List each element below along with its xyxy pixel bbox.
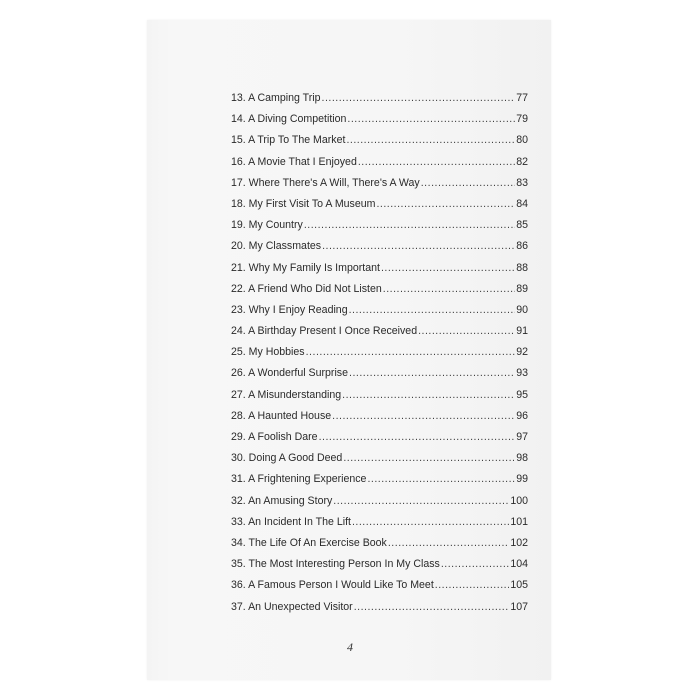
toc-entry xyxy=(231,300,528,321)
toc-entry xyxy=(231,321,528,342)
dot-leader xyxy=(333,491,509,512)
dot-leader xyxy=(381,258,515,279)
toc-entry-title: 24. A Birthday Present I Once Received xyxy=(231,325,418,338)
toc-entry xyxy=(231,173,528,194)
toc-entry-page: 89 xyxy=(516,282,528,295)
toc-entry-title: 37. An Unexpected Visitor xyxy=(231,600,353,613)
toc-entry xyxy=(231,512,528,533)
dot-leader xyxy=(376,194,515,215)
dot-leader xyxy=(418,321,515,342)
toc-entry-page: 100 xyxy=(510,494,528,507)
dot-leader xyxy=(358,152,515,173)
toc-entry xyxy=(231,533,528,554)
toc-entry-title: 14. A Diving Competition xyxy=(231,113,347,126)
toc-entry xyxy=(231,469,528,490)
toc-entry-page: 86 xyxy=(516,240,528,253)
toc-entry-title: 31. A Frightening Experience xyxy=(231,473,367,486)
dot-leader xyxy=(421,173,515,194)
toc-entry-title: 34. The Life Of An Exercise Book xyxy=(231,536,387,549)
dot-leader xyxy=(383,279,515,300)
toc-entry-page: 92 xyxy=(516,346,528,359)
toc-entry xyxy=(231,385,528,406)
toc-entry-title: 36. A Famous Person I Would Like To Meet xyxy=(231,579,434,592)
toc-entry-title: 32. An Amusing Story xyxy=(231,494,333,507)
toc-entry xyxy=(231,427,528,448)
dot-leader xyxy=(388,533,509,554)
toc-entry-title: 30. Doing A Good Deed xyxy=(231,452,343,465)
dot-leader xyxy=(319,427,516,448)
toc-entry xyxy=(231,554,528,575)
toc-entry-page: 90 xyxy=(516,303,528,316)
toc-entry-title: 15. A Trip To The Market xyxy=(231,134,346,147)
toc-entry-page: 95 xyxy=(516,388,528,401)
toc-entry-page: 107 xyxy=(510,600,528,613)
toc-entry-title: 21. Why My Family Is Important xyxy=(231,261,380,274)
dot-leader xyxy=(367,469,515,490)
toc-entry-page: 85 xyxy=(516,219,528,232)
toc-entry-page: 105 xyxy=(510,579,528,592)
toc-entry xyxy=(231,279,528,300)
toc-entry xyxy=(231,448,528,469)
toc-entry-title: 17. Where There's A Will, There's A Way xyxy=(231,176,420,189)
toc-entry xyxy=(231,109,528,130)
toc-entry-page: 88 xyxy=(516,261,528,274)
dot-leader xyxy=(306,342,516,363)
toc-entry xyxy=(231,342,528,363)
toc-entry-page: 84 xyxy=(516,197,528,210)
toc-entry xyxy=(231,215,528,236)
toc-entry-title: 35. The Most Interesting Person In My Class xyxy=(231,558,440,571)
toc-entry-page: 96 xyxy=(516,409,528,422)
toc-entry xyxy=(231,152,528,173)
toc-entry-title: 33. An Incident In The Lift xyxy=(231,515,351,528)
toc-entry-page: 93 xyxy=(516,367,528,380)
toc-entry-title: 23. Why I Enjoy Reading xyxy=(231,303,348,316)
toc-entry xyxy=(231,194,528,215)
toc-entry xyxy=(231,406,528,427)
toc-entry-page: 83 xyxy=(516,176,528,189)
toc-entry-page: 101 xyxy=(510,515,528,528)
toc-entry-title: 27. A Misunderstanding xyxy=(231,388,342,401)
toc-entry-page: 77 xyxy=(516,92,528,104)
toc-entry-title: 20. My Classmates xyxy=(231,240,322,253)
toc-entry xyxy=(231,491,528,512)
toc-entry xyxy=(231,88,528,109)
toc-entry-page: 80 xyxy=(516,134,528,147)
toc-entry-page: 98 xyxy=(516,452,528,465)
toc-entry-page: 82 xyxy=(516,155,528,168)
toc-entry-title: 16. A Movie That I Enjoyed xyxy=(231,155,357,168)
dot-leader xyxy=(342,385,515,406)
dot-leader xyxy=(441,554,509,575)
dot-leader xyxy=(349,300,516,321)
toc-entry-title: 26. A Wonderful Surprise xyxy=(231,367,348,380)
toc-entry-page: 97 xyxy=(516,431,528,443)
dot-leader xyxy=(304,215,515,236)
toc-entry-page: 91 xyxy=(516,325,528,338)
toc-entry xyxy=(231,258,528,279)
dot-leader xyxy=(346,130,515,151)
toc-entry xyxy=(231,575,528,596)
toc-entry xyxy=(231,236,528,257)
toc-entry-title: 22. A Friend Who Did Not Listen xyxy=(231,282,382,295)
toc-entry-page: 79 xyxy=(516,113,528,126)
toc-entry-title: 29. A Foolish Dare xyxy=(231,431,318,443)
dot-leader xyxy=(343,448,515,469)
page-number: 4 xyxy=(347,640,353,654)
dot-leader xyxy=(352,512,509,533)
toc-entry-page: 99 xyxy=(516,473,528,486)
toc-entry-title: 28. A Haunted House xyxy=(231,409,332,422)
dot-leader xyxy=(332,406,515,427)
toc-entry xyxy=(231,597,528,618)
dot-leader xyxy=(322,236,515,257)
dot-leader xyxy=(347,109,515,130)
toc-entry-title: 25. My Hobbies xyxy=(231,346,305,359)
table-of-contents xyxy=(231,88,528,618)
toc-entry xyxy=(231,363,528,384)
dot-leader xyxy=(322,88,516,109)
toc-entry xyxy=(231,130,528,151)
toc-entry-page: 104 xyxy=(510,558,528,571)
toc-entry-title: 13. A Camping Trip xyxy=(231,92,321,104)
dot-leader xyxy=(354,597,510,618)
toc-entry-title: 18. My First Visit To A Museum xyxy=(231,197,376,210)
dot-leader xyxy=(349,363,515,384)
toc-entry-title: 19. My Country xyxy=(231,219,303,232)
toc-entry-page: 102 xyxy=(510,536,528,549)
dot-leader xyxy=(435,575,510,596)
